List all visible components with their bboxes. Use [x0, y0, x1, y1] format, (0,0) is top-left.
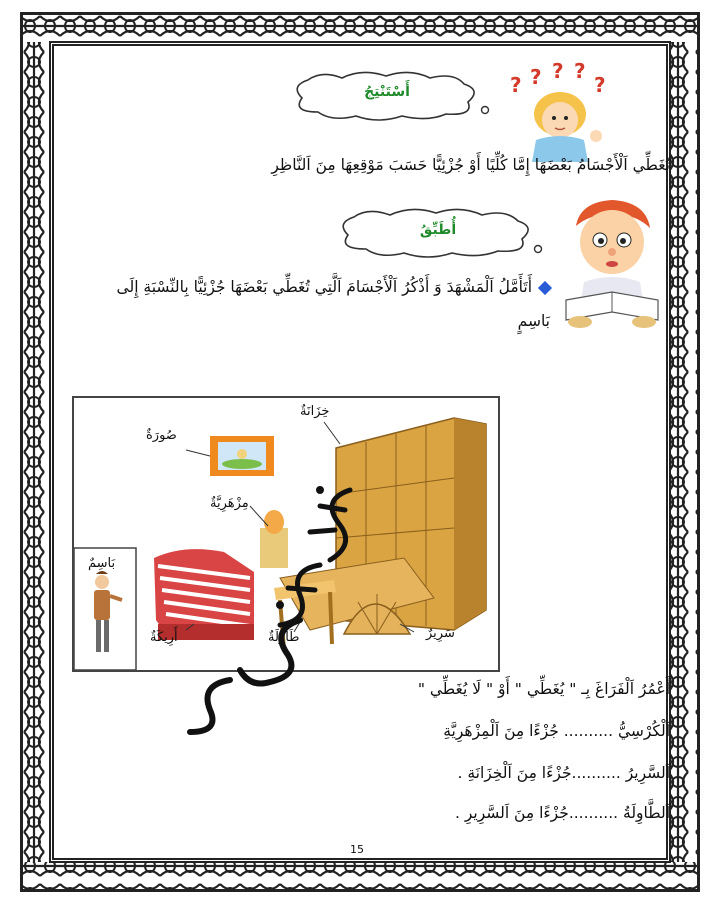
- vase: [260, 510, 288, 568]
- label-wardrobe: خِزَانَةٌ: [300, 404, 330, 419]
- thinking-girl-illustration: [500, 62, 622, 162]
- room-scene: [72, 396, 500, 672]
- label-bed: سَرِيرٌ: [426, 626, 455, 641]
- picture-frame: [210, 436, 274, 476]
- exercise-instruction: أَعْمُرُ اَلْفَرَاغَ بِـ " يُغَطِّي " أَوْ " لَا يُغَطِّي ": [417, 680, 670, 698]
- apply-title: أُطَبِّقُ: [419, 222, 457, 238]
- question-mark-icon: ?: [510, 73, 522, 97]
- label-bassem: بَاسِمٌ: [88, 556, 116, 571]
- exercise-item: اَلْكُرْسِيُّ .......... جُزْءًا مِنَ اَلْمِزْهَرِيَّةِ: [443, 722, 670, 740]
- question-mark-icon: ?: [594, 73, 606, 97]
- sofa: [154, 549, 254, 640]
- exercise-item: اَلسَّرِيرُ ..........جُزْءًا مِنَ اَلْخِزَانَةِ .: [457, 764, 670, 782]
- diamond-bullet-icon: [538, 280, 552, 294]
- reading-boy-illustration: [556, 196, 668, 330]
- apply-instruction: [100, 270, 550, 338]
- conclusion-text: تُغَطِّي اَلْأَجْسَامُ بَعْضَهَا إِمَّا كُلِّيًا أَوْ جُزْئِيًّا حَسَبَ مَوْقِعِهَا مِنَ اَلنَّاظِرِ: [271, 156, 670, 174]
- label-table: طَاوِلَةٌ: [268, 630, 300, 645]
- apply-text: أَتَأَمَّلُ اَلْمَشْهَدَ وَ أَذْكُرُ اَلْأَجْسَامَ اَلَّتِي تُغَطِّي بَعْضَهَا جُزْئِيًّا بِالنِّسْبَةِ إِلَى بَاسِمٍ: [116, 278, 550, 330]
- question-mark-icon: ?: [574, 62, 586, 83]
- question-mark-icon: ?: [552, 62, 564, 83]
- label-picture: صُورَةٌ: [146, 428, 177, 443]
- question-mark-icon: ?: [530, 65, 542, 89]
- label-vase: مِزْهَرِيَّةٌ: [210, 496, 249, 511]
- conclude-title: أَسْتَنْتِجُ: [364, 84, 410, 100]
- exercise-item: اَلطَّاوِلَةُ ..........جُزْءًا مِنَ اَلسَّرِيرِ .: [455, 804, 670, 822]
- page-number: 15: [350, 843, 364, 856]
- label-sofa: أَرِيكَةٌ: [150, 630, 178, 645]
